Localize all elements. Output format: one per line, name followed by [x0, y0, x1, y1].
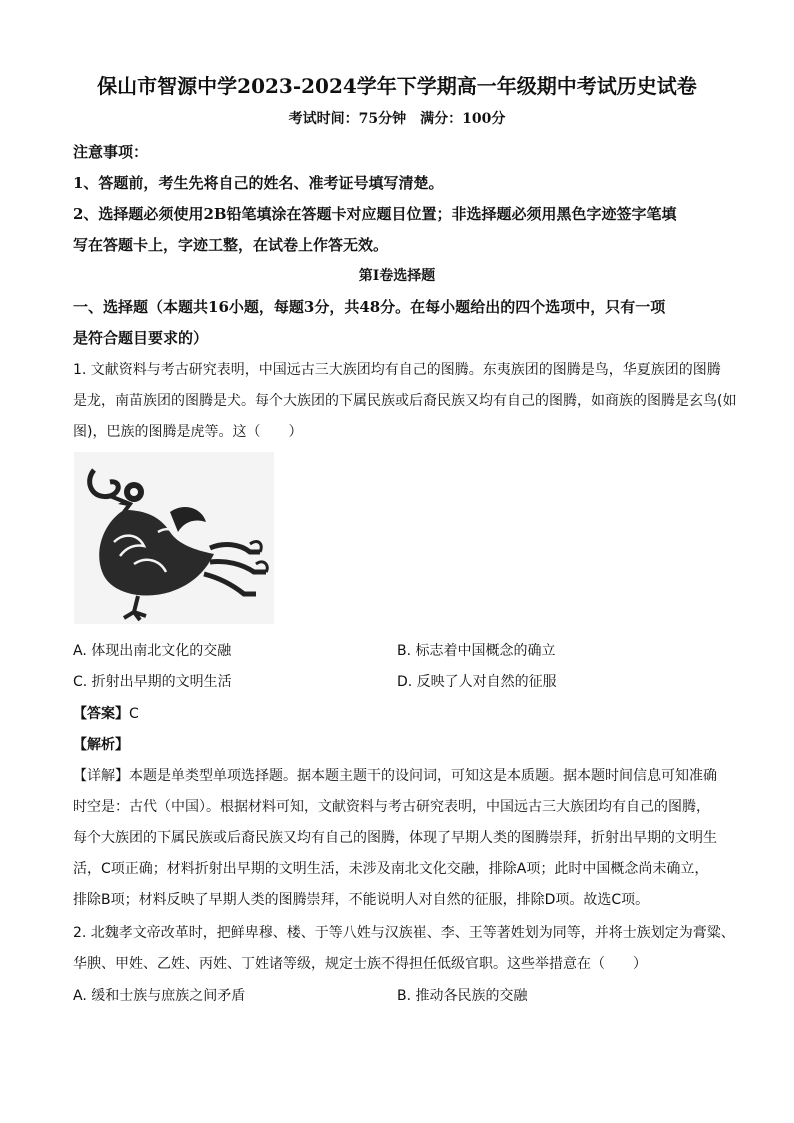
q1-option-a: A. 体现出南北文化的交融 — [73, 643, 232, 659]
q1-stem-line-1: 1. 文献资料与考古研究表明，中国远古三大族团均有自己的图腾。东夷族团的图腾是鸟，华夏族团的图腾 — [73, 362, 721, 378]
section-instruction-line-2: 是符合题目要求的） — [73, 329, 209, 347]
q1-detail-line-1: 【详解】本题是单类型单项选择题。据本题主题干的设问词，可知这是本质题。据本题时间信息可知准确 — [73, 768, 717, 784]
bird-totem-illustration — [74, 452, 274, 624]
q1-option-b: B. 标志着中国概念的确立 — [397, 643, 556, 659]
notice-heading: 注意事项： — [73, 143, 149, 161]
q1-detail-line-4: 活，C项正确；材料折射出早期的文明生活，未涉及南北文化交融，排除A项；此时中国概念尚未确立， — [73, 861, 709, 877]
q2-stem-line-2: 华腴、甲姓、乙姓、丙姓、丁姓诸等级，规定士族不得担任低级官职。这些举措意在（ ） — [73, 956, 647, 972]
q1-answer-row — [73, 703, 139, 723]
q1-detail-line-2: 时空是：古代（中国）。根据材料可知，文献资料与考古研究表明，中国远古三大族团均有自己的图腾， — [73, 799, 710, 815]
section-instruction-line-1: 一、选择题（本题共16小题，每题3分，共48分。在每小题给出的四个选项中，只有一项 — [73, 298, 666, 316]
q1-option-c: C. 折射出早期的文明生活 — [73, 674, 232, 690]
notice-item-2-line-2: 写在答题卡上，字迹工整，在试卷上作答无效。 — [73, 236, 389, 254]
q1-option-d: D. 反映了人对自然的征服 — [397, 674, 557, 690]
section-title: 第Ⅰ卷选择题 — [358, 268, 436, 284]
q1-stem-line-3: 图)，巴族的图腾是虎等。这（ ） — [73, 424, 303, 440]
xuanniao-totem-image — [74, 452, 274, 624]
exam-title: 保山市智源中学2023-2024学年下学期高一年级期中考试历史试卷 — [97, 74, 697, 98]
notice-item-1: 1、答题前，考生先将自己的姓名、准考证号填写清楚。 — [73, 174, 444, 192]
analysis-label: 【解析】 — [73, 737, 129, 753]
exam-subtitle: 考试时间：75分钟 满分：100分 — [288, 111, 506, 127]
answer-value: C — [129, 706, 139, 722]
q1-stem-line-2: 是龙，南苗族团的图腾是犬。每个大族团的下属民族或后裔民族又均有自己的图腾，如商族的图腾是玄鸟(如 — [73, 393, 737, 409]
q1-detail-line-3: 每个大族团的下属民族或后裔民族又均有自己的图腾，体现了早期人类的图腾崇拜，折射出早期的文明生 — [73, 830, 717, 846]
notice-item-2-line-1: 2、选择题必须使用2B铅笔填涂在答题卡对应题目位置；非选择题必须用黑色字迹签字笔填 — [73, 205, 677, 223]
q1-detail-line-5: 排除B项；材料反映了早期人类的图腾崇拜，不能说明人对自然的征服，排除D项。故选C项。 — [73, 892, 650, 908]
q2-stem-line-1: 2. 北魏孝文帝改革时，把鲜卑穆、楼、于等八姓与汉族崔、李、王等著姓划为同等，并将士族划定为膏粱、 — [73, 925, 735, 941]
q2-option-a: A. 缓和士族与庶族之间矛盾 — [73, 988, 246, 1004]
answer-label: 【答案】 — [73, 706, 129, 722]
q2-option-b: B. 推动各民族的交融 — [397, 988, 528, 1004]
